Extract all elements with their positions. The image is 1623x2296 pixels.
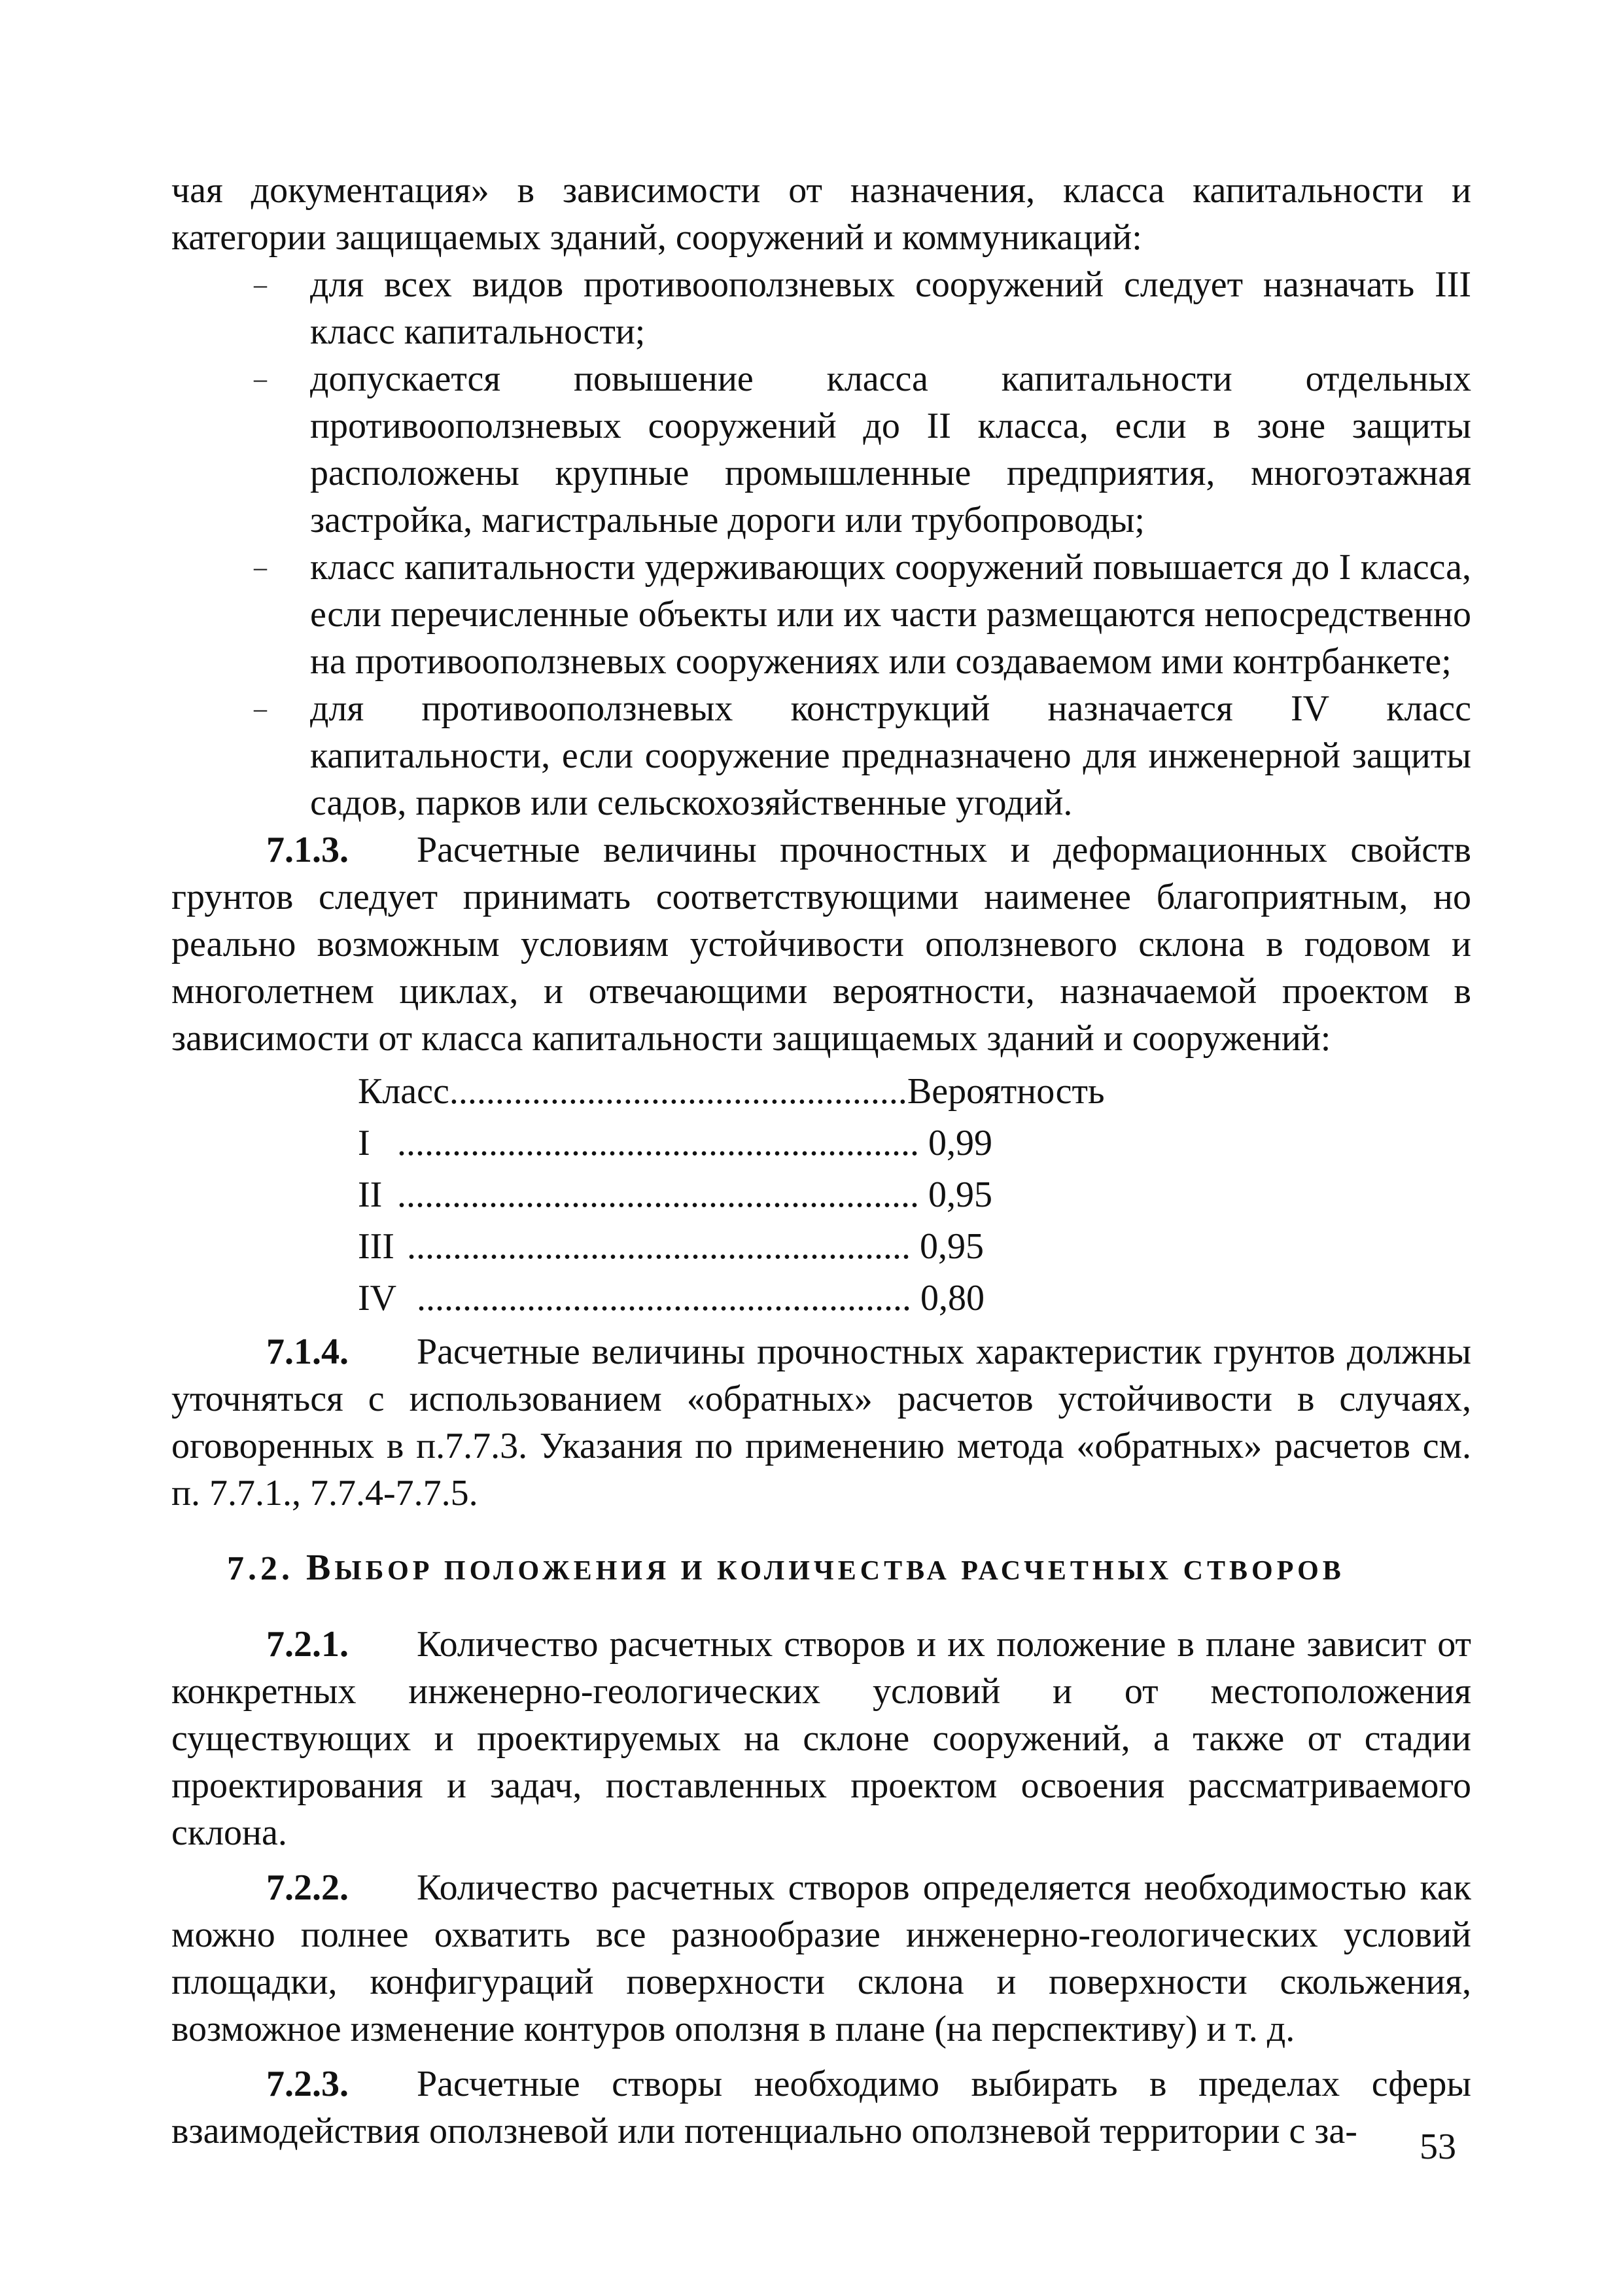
table-row xyxy=(358,1221,1104,1273)
leader-dots: ......................................................... xyxy=(397,1174,919,1215)
leader-dots: ....................................................... xyxy=(407,1226,911,1267)
table-row xyxy=(358,1118,1104,1169)
list-item: – для всех видов противооползневых сооружений следует назначать III класс капитальности; xyxy=(310,261,1471,355)
section-heading-7-2 xyxy=(171,1544,1471,1595)
section-title-rest: ЫБОР ПОЛОЖЕНИЯ И КОЛИЧЕСТВА РАСЧЕТНЫХ СТВОРОВ xyxy=(334,1556,1345,1586)
probability-cell: 0,80 xyxy=(920,1278,985,1318)
clause-number: 7.2.2. xyxy=(266,1867,349,1908)
intro-paragraph: чая документация» в зависимости от назначения, класса капитальности и категории защищаемых зданий, сооружений и коммуникаций: xyxy=(171,170,1471,258)
header-class: Класс xyxy=(358,1071,449,1112)
class-cell: IV xyxy=(358,1278,397,1318)
list-item: – для противооползневых конструкций назначается IV класс капитальности, если сооружение предназначено для инженерной защиты садов, парков или сельскохозяйственные угодий. xyxy=(310,685,1471,826)
class-rules-list xyxy=(171,261,1471,826)
paragraph-7-2-1 xyxy=(171,1621,1471,1856)
clause-text: Количество расчетных створов и их положение в плане зависит от конкретных инженерно-геологических условий и от местоположения существующих и проектируемых на склоне сооружений, а также от стадии проектирования и задач, поставленных проектом освоения рассматриваемого склона. xyxy=(171,1624,1471,1853)
list-item: – класс капитальности удерживающих сооружений повышается до I класса, если перечисленные объекты или их части размещаются непосредственно на противооползневых сооружениях или создаваемом ими контрбанкете; xyxy=(310,544,1471,685)
probability-cell: 0,95 xyxy=(928,1174,992,1215)
clause-number: 7.1.4. xyxy=(266,1332,349,1372)
class-cell: I xyxy=(358,1123,370,1163)
clause-number: 7.2.3. xyxy=(266,2064,349,2104)
page-number: 53 xyxy=(1420,2127,1456,2167)
table-header-row xyxy=(358,1066,1104,1118)
probability-cell: 0,95 xyxy=(920,1226,984,1267)
section-title-initial: В xyxy=(306,1547,335,1588)
clause-text: Расчетные величины прочностных и деформационных свойств грунтов следует принимать соответствующими наименее благоприятным, но реально возможным условиям устойчивости оползневого склона в годовом и многолетнем циклах, и отвечающими вероятности, назначаемой проектом в зависимости от класса капитальности защищаемых зданий и сооружений: xyxy=(171,830,1471,1059)
paragraph-7-2-3 xyxy=(171,2060,1471,2155)
paragraph-7-2-2 xyxy=(171,1864,1471,2053)
header-probability: Вероятность xyxy=(907,1071,1105,1112)
paragraph-7-1-3 xyxy=(171,826,1471,1062)
list-item: – допускается повышение класса капитальности отдельных противооползневых сооружений до II класса, если в зоне защиты расположены крупные промышленные предприятия, многоэтажная застройка, магистральные дороги или трубопроводы; xyxy=(310,355,1471,544)
clause-number: 7.2.1. xyxy=(266,1624,349,1665)
table-row xyxy=(358,1273,1104,1324)
leader-dots: .................................................. xyxy=(449,1071,907,1112)
leader-dots: ...................................................... xyxy=(417,1278,911,1318)
class-cell: III xyxy=(358,1226,394,1267)
clause-text: Количество расчетных створов определяется необходимостью как можно полнее охватить все разнообразие инженерно-геологических условий площадки, конфигураций поверхности склона и поверхности скольжения, возможное изменение контуров оползня в плане (на перспективу) и т. д. xyxy=(171,1867,1471,2049)
clause-number: 7.1.3. xyxy=(266,830,349,870)
section-number: 7.2. xyxy=(227,1550,294,1587)
paragraph-7-1-4 xyxy=(171,1328,1471,1517)
leader-dots: ......................................................... xyxy=(397,1123,919,1163)
clause-text: Расчетные величины прочностных характеристик грунтов должны уточняться с использованием «обратных» расчетов устойчивости в случаях, оговоренных в п.7.7.3. Указания по применению метода «обратных» расчетов см. п. 7.7.1., 7.7.4-7.7.5. xyxy=(171,1332,1471,1513)
clause-text: Расчетные створы необходимо выбирать в пределах сферы взаимодействия оползневой или потенциально оползневой территории с за- xyxy=(171,2064,1471,2151)
table-row xyxy=(358,1169,1104,1221)
class-cell: II xyxy=(358,1174,383,1215)
probability-cell: 0,99 xyxy=(928,1123,992,1163)
probability-table xyxy=(358,1066,1104,1324)
